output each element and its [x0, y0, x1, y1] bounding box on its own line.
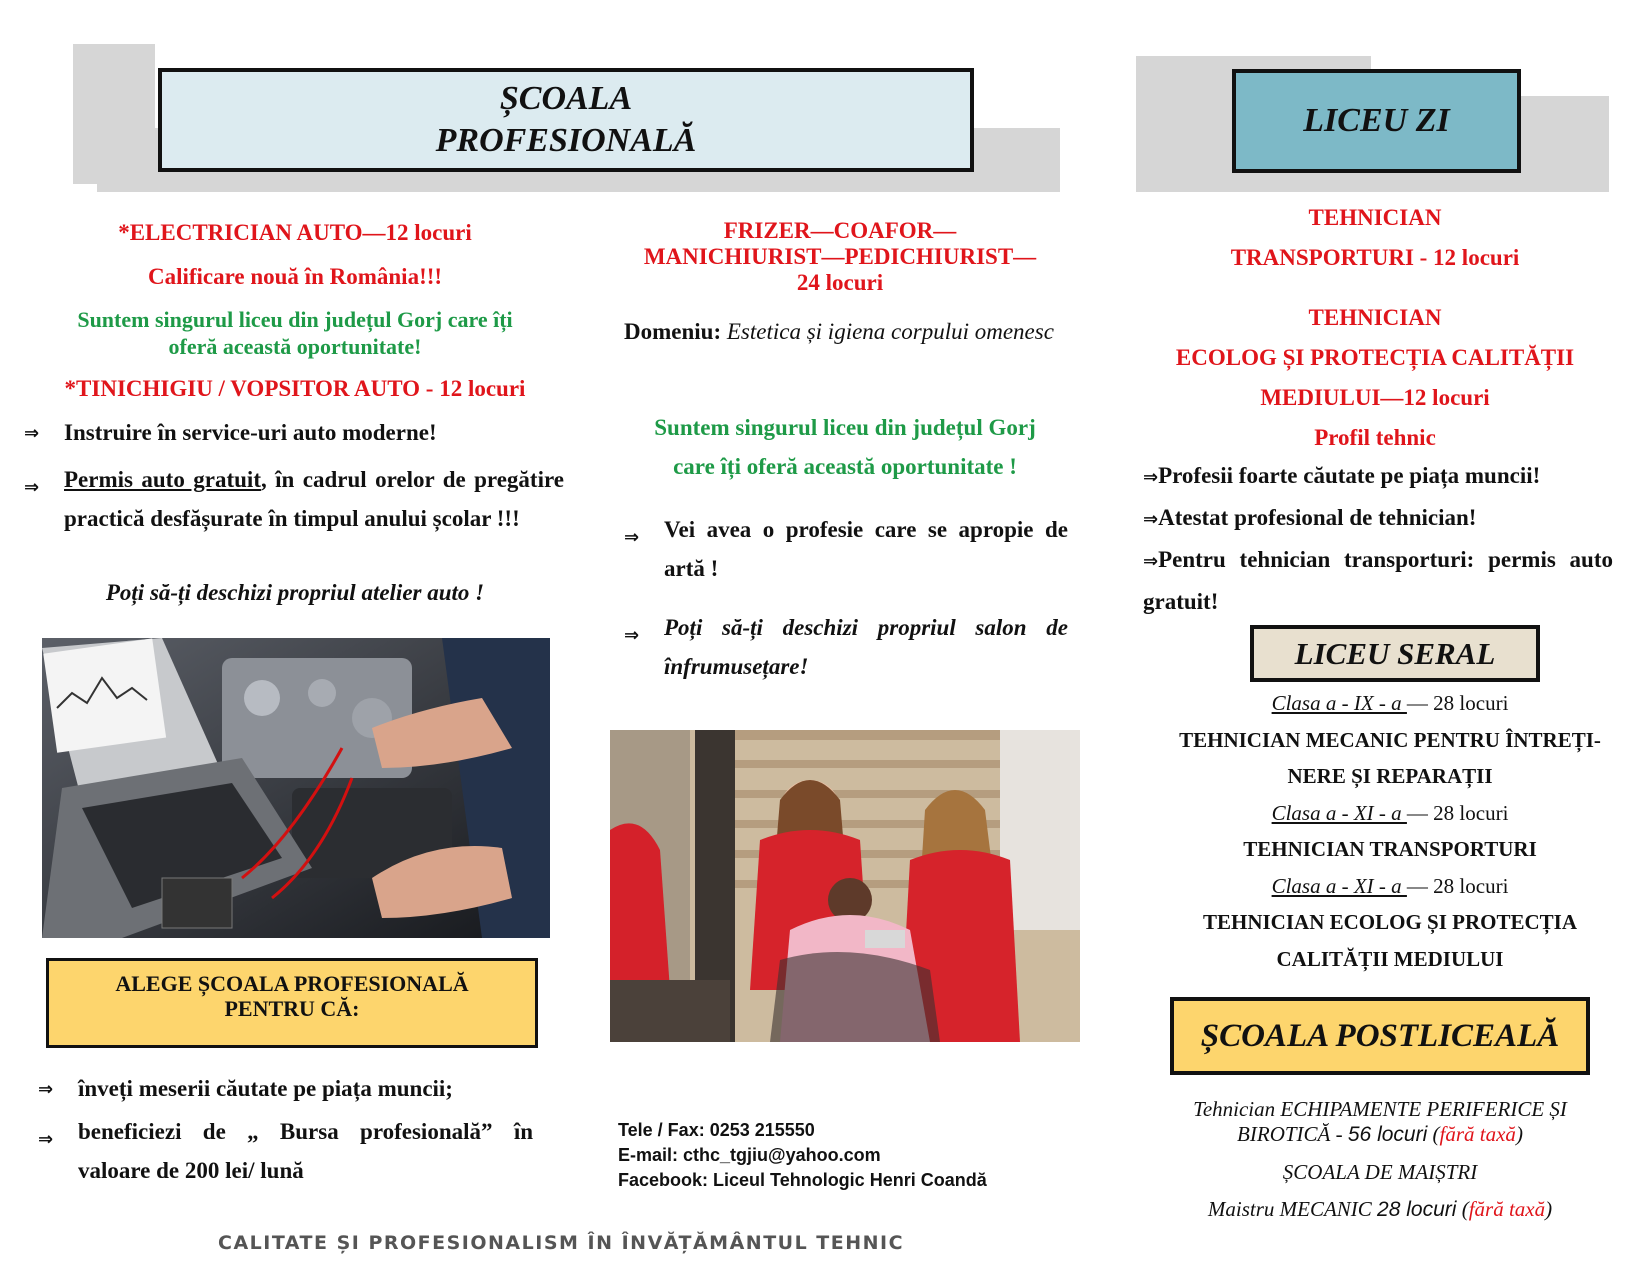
clasa-label: Clasa a - XI - a	[1271, 873, 1407, 898]
hair-salon-photo	[610, 730, 1080, 1042]
car-repair-photo	[42, 638, 550, 938]
post-locuri: 56 locuri	[1347, 1123, 1428, 1146]
middle-singurul-line2: care îți oferă această oportunitate !	[673, 454, 1017, 479]
right-bullet-3-text: Pentru tehnician transporturi: permis auto gratuit!	[1143, 547, 1613, 614]
tech-ecolog	[1140, 298, 1610, 458]
right-bullet-1	[1143, 456, 1613, 498]
fara-taxa: fără taxă	[1468, 1197, 1546, 1221]
left-bullet-2-text: , în cadrul orelor de pregătire practică desfășurate în timpul anului școlar !!!	[64, 467, 564, 531]
frizer-line3: 24 locuri	[796, 270, 884, 295]
right-bullet-1-text: Profesii foarte căutate pe piața muncii!	[1158, 463, 1541, 488]
seral-item-name-cont: NERE ȘI REPARAȚII	[1287, 764, 1493, 788]
contact-block	[618, 1118, 1088, 1193]
reason-1-text: înveți meserii căutate pe piața muncii;	[78, 1076, 453, 1101]
liceu-seral-title	[1250, 625, 1540, 682]
right-bullet-2-text: Atestat profesional de tehnician!	[1158, 505, 1477, 530]
right-bullet-2	[1143, 498, 1613, 540]
calificare-text: Calificare nouă în România!!!	[147, 264, 443, 289]
atelier-auto-text: Poți să-ți deschizi propriul atelier auto !	[105, 580, 485, 605]
tech2-line2: ECOLOG ȘI PROTECȚIA CALITĂȚII	[1175, 345, 1575, 370]
permis-auto-gratuit: Permis auto gratuit	[64, 467, 261, 492]
domeniu-text	[624, 312, 1066, 352]
middle-singurul-line1: Suntem singurul liceu din județul Gorj	[654, 415, 1036, 440]
liceu-zi-title-text: LICEU ZI	[1303, 102, 1450, 139]
left-singurul-line2: oferă această oportunitate!	[168, 334, 422, 359]
seral-item-clasa	[1150, 685, 1630, 722]
left-singurul-line1: Suntem singurul liceu din județul Gorj care îți	[77, 307, 513, 332]
post-birotica: BIROTICĂ -	[1237, 1122, 1348, 1146]
postliceala-details	[1140, 1097, 1620, 1147]
tech-transport	[1140, 198, 1610, 278]
post-line1: Tehnician ECHIPAMENTE PERIFERICE ȘI	[1193, 1097, 1567, 1121]
arrow-right-icon: ⇒	[1143, 509, 1159, 530]
postliceala-title	[1170, 997, 1590, 1075]
seral-item-clasa	[1150, 795, 1630, 832]
middle-bullet-2-text: Poți să-ți deschizi propriul salon de înfrumusețare!	[664, 615, 1068, 679]
seral-item-clasa	[1150, 868, 1630, 905]
frizer-line1: FRIZER—COAFOR—	[723, 218, 957, 243]
contact-email[interactable]: E-mail: cthc_tgjiu@yahoo.com	[618, 1145, 881, 1165]
postliceala-title-text: ȘCOALA POSTLICEALĂ	[1200, 1017, 1560, 1054]
maistru-label: Maistru MECANIC	[1207, 1197, 1378, 1221]
arrow-right-icon: ⇒	[624, 625, 640, 646]
frizer-line2: MANICHIURIST—PEDICHIURIST—	[643, 244, 1037, 269]
tech2-line3: MEDIULUI—12 locuri	[1260, 385, 1490, 410]
arrow-right-icon: ⇒	[24, 477, 40, 498]
tech2-line1: TEHNICIAN	[1308, 305, 1442, 330]
locuri-count: — 28 locuri	[1406, 800, 1509, 825]
domeniu-label: Domeniu:	[624, 319, 722, 344]
arrow-right-icon: ⇒	[38, 1079, 54, 1100]
contact-phone: Tele / Fax: 0253 215550	[618, 1120, 815, 1140]
domeniu-value: Estetica și igiena corpului omenesc	[726, 319, 1054, 344]
alege-box	[46, 958, 538, 1048]
maistru-locuri: 28 locuri	[1377, 1198, 1457, 1221]
maistru-line	[1140, 1197, 1620, 1222]
paren-close: )	[1545, 1197, 1553, 1221]
paren-open: (	[1456, 1197, 1469, 1221]
paren-close: )	[1515, 1122, 1523, 1146]
left-title-line2: PROFESIONALĂ	[435, 122, 697, 159]
left-bullet-1	[24, 420, 564, 446]
left-bullet-1-text: Instruire în service-uri auto moderne!	[64, 420, 437, 445]
middle-bullet-1	[624, 510, 1068, 588]
arrow-right-icon: ⇒	[38, 1129, 54, 1150]
seral-item-name-cont: CALITĂȚII MEDIULUI	[1276, 946, 1504, 971]
arrow-right-icon: ⇒	[1143, 467, 1159, 488]
right-bullets	[1143, 456, 1613, 622]
left-page-title	[158, 68, 974, 172]
reason-1	[38, 1076, 568, 1102]
reason-2-text: beneficiezi de „ Bursa profesională” în valoare de 200 lei/ lună	[78, 1119, 533, 1183]
reason-2	[38, 1112, 568, 1190]
contact-facebook[interactable]: Facebook: Liceul Tehnologic Henri Coandă	[618, 1170, 987, 1190]
clasa-label: Clasa a - IX - a	[1271, 691, 1407, 715]
fara-taxa: fără taxă	[1439, 1122, 1516, 1146]
footer-slogan: CALITATE ȘI PROFESIONALISM ÎN ÎNVĂȚĂMÂNTUL TEHNIC	[218, 1232, 905, 1254]
locuri-count: — 28 locuri	[1406, 691, 1509, 715]
arrow-right-icon: ⇒	[24, 423, 40, 444]
middle-bullet-2	[624, 608, 1068, 686]
alege-line1: ALEGE ȘCOALA PROFESIONALĂ	[115, 971, 469, 996]
seral-item-name: TEHNICIAN TRANSPORTURI	[1243, 837, 1537, 861]
right-bullet-3	[1143, 540, 1613, 622]
liceu-zi-title	[1232, 69, 1521, 173]
seral-item-name: TEHNICIAN MECANIC PENTRU ÎNTREȚI-	[1179, 727, 1601, 752]
profil-tehnic: Profil tehnic	[1314, 425, 1436, 450]
frizer-heading	[610, 218, 1070, 296]
liceu-seral-title-text: LICEU SERAL	[1294, 635, 1496, 671]
middle-bullet-1-text: Vei avea o profesie care se apropie de artă !	[664, 517, 1068, 581]
alege-line2: PENTRU CĂ:	[224, 996, 360, 1021]
tech1-line1: TEHNICIAN	[1308, 205, 1442, 230]
locuri-count: — 28 locuri	[1406, 873, 1509, 898]
tech1-line2: TRANSPORTURI - 12 locuri	[1230, 245, 1520, 270]
seral-list	[1150, 685, 1630, 977]
arrow-right-icon: ⇒	[1143, 551, 1159, 572]
left-title-line1: ȘCOALA	[499, 80, 633, 117]
tinichigiu-heading: *TINICHIGIU / VOPSITOR AUTO - 12 locuri	[64, 376, 526, 401]
clasa-label: Clasa a - XI - a	[1271, 800, 1407, 825]
maistri-heading: ȘCOALA DE MAIȘTRI	[1282, 1160, 1478, 1184]
seral-item-name: TEHNICIAN ECOLOG ȘI PROTECȚIA	[1203, 910, 1577, 934]
arrow-right-icon: ⇒	[624, 527, 640, 548]
electrician-heading: *ELECTRICIAN AUTO—12 locuri	[118, 220, 472, 245]
paren-open: (	[1427, 1122, 1440, 1146]
left-bullet-2	[24, 460, 564, 538]
post-line2	[1140, 1122, 1620, 1147]
